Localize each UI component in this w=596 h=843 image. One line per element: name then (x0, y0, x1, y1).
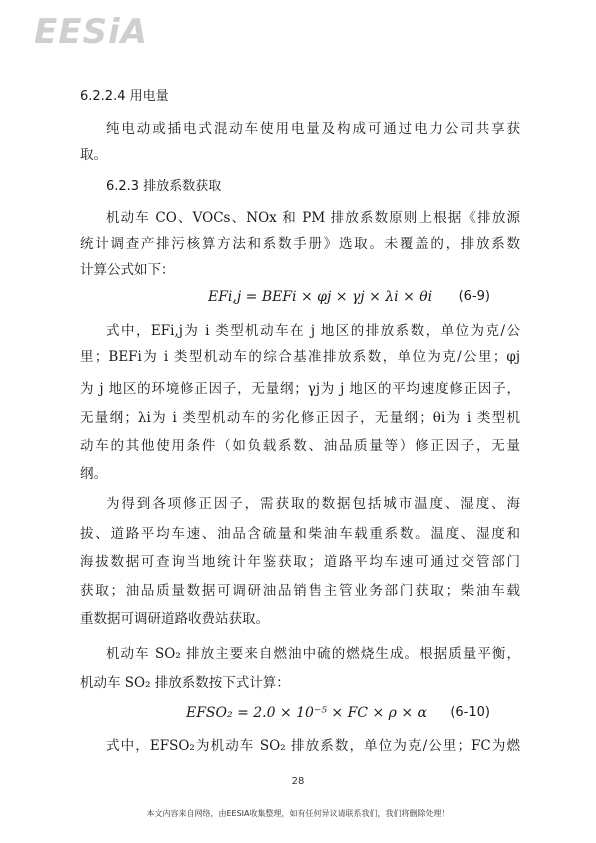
paragraph-line: 获取；油品质量数据可调研油品销售主管业务部门获取；柴油车载 (80, 583, 520, 599)
formula-6-9 (80, 287, 520, 307)
paragraph-line: 动车的其他使用条件（如负载系数、油品质量等）修正因子，无量 (80, 438, 520, 454)
paragraph-line: 机动车 SO₂ 排放系数按下式计算： (80, 675, 290, 691)
formula-expression: EFi,j = BEFi × φj × γj × λi × θi (208, 289, 433, 305)
paragraph-line: 计算公式如下： (80, 262, 175, 278)
paragraph-line: 统计调查产排污核算方法和系数手册》选取。未覆盖的，排放系数 (80, 236, 520, 252)
page-number: 28 (291, 776, 305, 787)
paragraph-line: 纯电动或插电式混动车使用电量及构成可通过电力公司共享获 (106, 121, 520, 137)
formula-expression: EFSO₂ = 2.0 × 10⁻⁵ × FC × ρ × α (186, 705, 427, 721)
paragraph-line: 里；BEFi为 i 类型机动车的综合基准排放系数，单位为克/公里；φj (80, 349, 520, 365)
paragraph-line: 海拔数据可查询当地统计年鉴获取；道路平均车速可通过交管部门 (80, 554, 520, 570)
paragraph-line: 取。 (80, 147, 107, 163)
paragraph-line: 式中，EFi,j为 i 类型机动车在 j 地区的排放系数，单位为克/公 (106, 323, 520, 339)
paragraph-line: 式中，EFSO₂为机动车 SO₂ 排放系数，单位为克/公里；FC为燃 (106, 738, 520, 754)
paragraph-line: 纲。 (80, 466, 107, 482)
paragraph-line: 为得到各项修正因子，需获取的数据包括城市温度、湿度、海 (106, 496, 520, 512)
formula-number: (6-10) (450, 705, 490, 720)
eesia-logo: EESiA (34, 12, 148, 52)
footer-note: 本文内容来自网络，由EESIA收集整理，如有任何异议请联系我们，我们将删除处理！ (146, 809, 450, 818)
section-heading-623: 6.2.3 排放系数获取 (106, 179, 222, 194)
formula-number: (6-9) (458, 289, 490, 304)
paragraph-line: 拔、道路平均车速、油品含硫量和柴油车载重系数。温度、湿度和 (80, 526, 520, 542)
paragraph-line: 无量纲；λi为 i 类型机动车的劣化修正因子，无量纲；θi为 i 类型机 (80, 410, 520, 426)
section-heading-6224: 6.2.2.4 用电量 (80, 89, 169, 104)
paragraph-line: 机动车 SO₂ 排放主要来自燃油中硫的燃烧生成。根据质量平衡， (106, 646, 520, 662)
paragraph-line: 为 j 地区的环境修正因子，无量纲；γj为 j 地区的平均速度修正因子， (80, 381, 520, 397)
paragraph-line: 机动车 CO、VOCs、NOx 和 PM 排放系数原则上根据《排放源 (106, 210, 520, 226)
paragraph-line: 重数据可调研道路收费站获取。 (80, 611, 269, 627)
formula-6-10 (80, 703, 520, 723)
